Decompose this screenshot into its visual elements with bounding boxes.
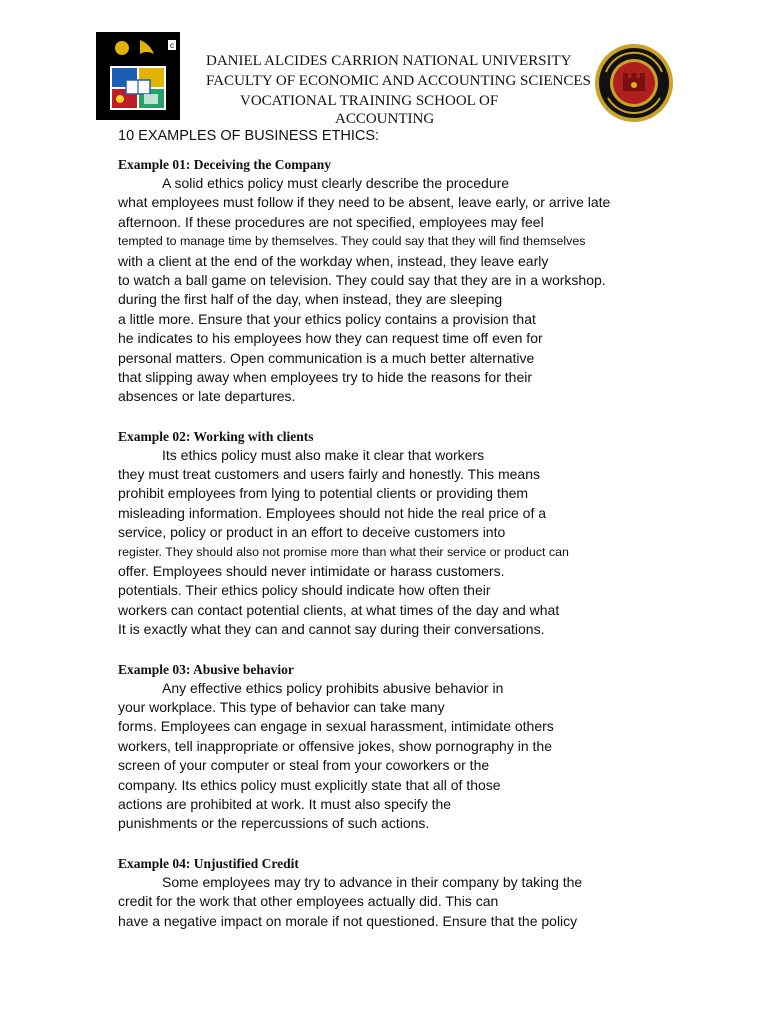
section-title: Example 03: Abusive behavior: [118, 661, 294, 677]
paragraph-line: register. They should also not promise more than what their service or product can: [118, 544, 569, 559]
university-crest-icon: [96, 32, 180, 120]
accounting-school-seal-icon: [588, 42, 680, 124]
paragraph-line: have a negative impact on morale if not questioned. Ensure that the policy: [118, 912, 578, 929]
paragraph-line: your workplace. This type of behavior can take many: [118, 698, 445, 715]
svg-text:c: c: [170, 41, 174, 50]
section-title: Example 04: Unjustified Credit: [118, 855, 299, 871]
paragraph-line: actions are prohibited at work. It must also specify the: [118, 795, 452, 812]
paragraph-line: potentials. Their ethics policy should indicate how often their: [118, 582, 491, 599]
faculty-name: FACULTY OF ECONOMIC AND ACCOUNTING SCIENCES: [206, 73, 591, 89]
document-title: 10 EXAMPLES OF BUSINESS ETHICS:: [118, 128, 380, 144]
paragraph-line: A solid ethics policy must clearly describe the procedure: [162, 175, 510, 191]
section-example-03: [118, 660, 678, 834]
paragraph-line: credit for the work that other employees actually did. This can: [118, 893, 499, 910]
paragraph-line: afternoon. If these procedures are not specified, employees may feel: [118, 213, 544, 230]
paragraph-line: Some employees may try to advance in their company by taking the: [162, 873, 583, 890]
paragraph-line: to watch a ball game on television. They could say that they are in a workshop.: [118, 271, 606, 288]
paragraph-line: personal matters. Open communication is a much better alternative: [118, 349, 535, 366]
paragraph-line: workers can contact potential clients, at what times of the day and what: [118, 601, 560, 618]
paragraph-line: screen of your computer or steal from your coworkers or the: [118, 757, 490, 774]
paragraph-line: during the first half of the day, when instead, they are sleeping: [118, 291, 503, 308]
section-example-02: [118, 427, 678, 640]
paragraph-line: a little more. Ensure that your ethics policy contains a provision that: [118, 310, 536, 327]
paragraph-line: company. Its ethics policy must explicitly state that all of those: [118, 776, 501, 793]
paragraph-line: punishments or the repercussions of such actions.: [118, 815, 430, 832]
paragraph-line: Any effective ethics policy prohibits abusive behavior in: [162, 679, 504, 696]
section-title: Example 01: Deceiving the Company: [118, 157, 331, 172]
paragraph-line: what employees must follow if they need to be absent, leave early, or arrive late: [118, 194, 611, 211]
paragraph-line: workers, tell inappropriate or offensive jokes, show pornography in the: [118, 737, 552, 754]
school-name-continued: ACCOUNTING: [335, 111, 435, 127]
university-name: DANIEL ALCIDES CARRION NATIONAL UNIVERSITY: [206, 53, 572, 69]
paragraph-line: forms. Employees can engage in sexual harassment, intimidate others: [118, 718, 554, 735]
paragraph-line: prohibit employees from lying to potential clients or providing them: [118, 485, 529, 502]
paragraph-line: that slipping away when employees try to hide the reasons for their: [118, 368, 533, 385]
paragraph-line: misleading information. Employees should not hide the real price of a: [118, 504, 547, 521]
section-title: Example 02: Working with clients: [118, 428, 314, 444]
paragraph-line: tempted to manage time by themselves. They could say that they will find themselves: [118, 234, 586, 249]
paragraph-line: he indicates to his employees how they can request time off even for: [118, 330, 543, 347]
paragraph-line: Its ethics policy must also make it clear that workers: [162, 446, 485, 463]
school-name: VOCATIONAL TRAINING SCHOOL OF: [240, 93, 499, 109]
paragraph-line: absences or late departures.: [118, 388, 296, 405]
paragraph-line: service, policy or product in an effort to deceive customers into: [118, 524, 506, 541]
section-example-01: [118, 155, 678, 407]
section-example-04: [118, 854, 678, 931]
paragraph-line: It is exactly what they can and cannot say during their conversations.: [118, 621, 545, 638]
document-body: [118, 155, 678, 931]
paragraph-line: with a client at the end of the workday when, instead, they leave early: [118, 252, 549, 269]
paragraph-line: offer. Employees should never intimidate or harass customers.: [118, 563, 505, 580]
paragraph-line: they must treat customers and users fairly and honestly. This means: [118, 466, 541, 483]
